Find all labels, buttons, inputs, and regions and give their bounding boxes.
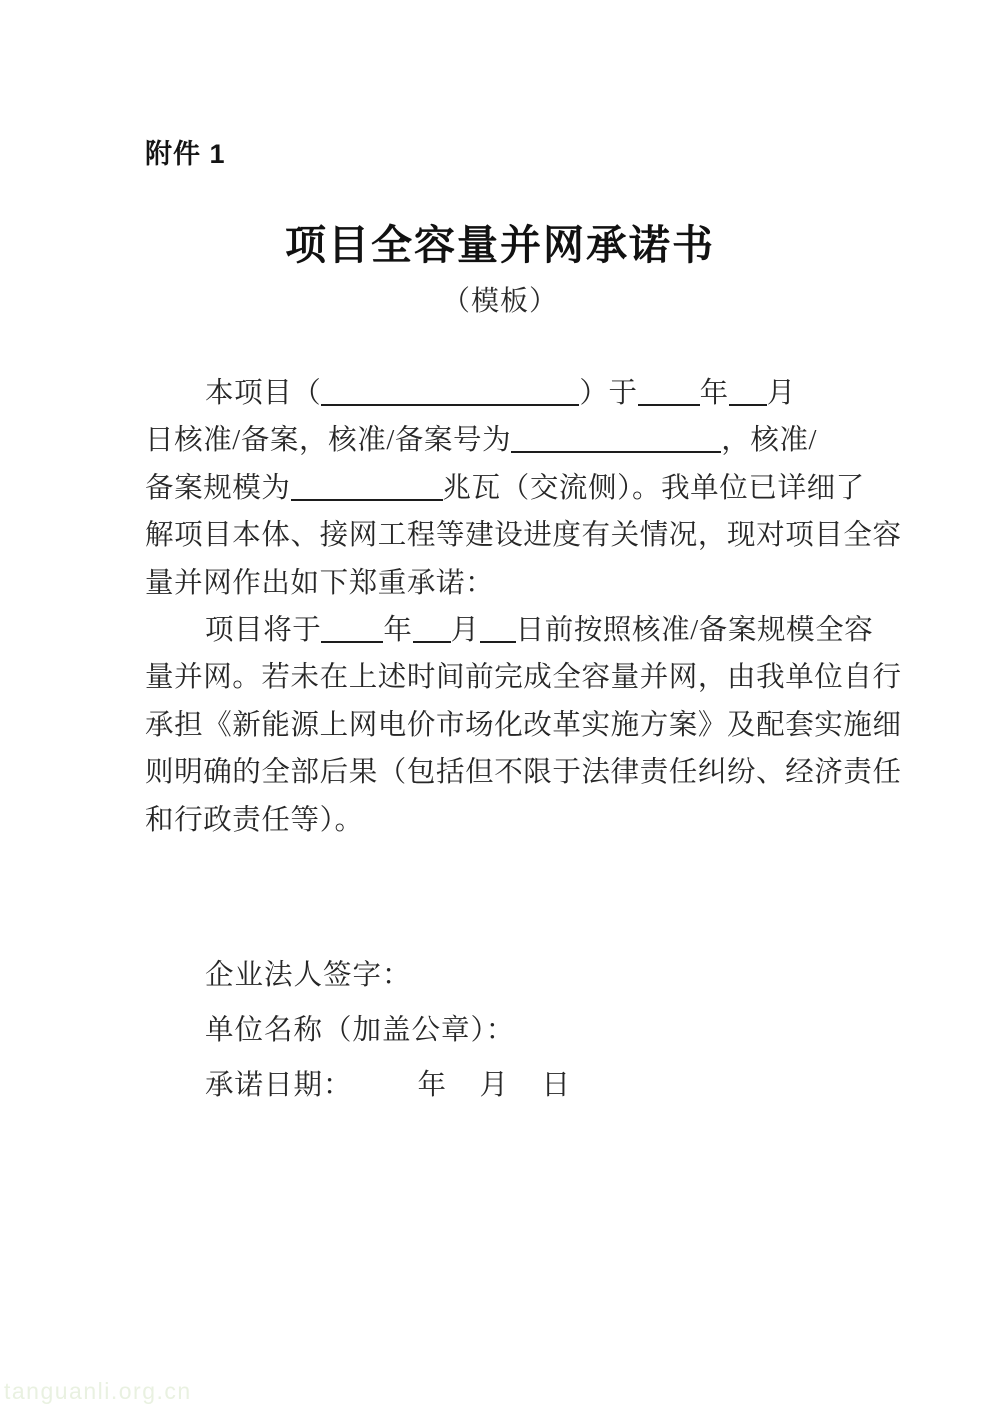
text-run: 承担《新能源上网电价市场化改革实施方案》及配套实施细 — [145, 709, 902, 741]
page-subtitle: （模板） — [441, 286, 558, 317]
text-run: 量并网。若未在上述时间前完成全容量并网，由我单位自行 — [145, 662, 902, 694]
text-run: ）于 — [579, 378, 638, 409]
text-run: 月 — [450, 614, 480, 646]
body-text — [145, 370, 902, 844]
body-line — [145, 702, 902, 749]
legal-person-signature-line: 企业法人签字： — [205, 960, 412, 991]
site-watermark: tanguanli.org.cn — [4, 1378, 192, 1404]
body-line — [145, 654, 902, 701]
text-run: 日前按照核准/备案规模全容 — [515, 614, 874, 646]
fill-in-blank[interactable] — [291, 475, 443, 501]
company-name-line: 单位名称（加盖公章）： — [205, 1015, 516, 1046]
fill-in-blank[interactable] — [321, 617, 383, 643]
text-run: 兆瓦（交流侧）。我单位已详细了 — [442, 472, 865, 504]
text-run: 本项目（ — [205, 378, 322, 409]
fill-in-blank[interactable] — [638, 380, 700, 406]
page-title: 项目全容量并网承诺书 — [285, 222, 715, 268]
body-line — [145, 797, 867, 844]
commitment-date-line: 承诺日期： 年 月 日 — [205, 1070, 572, 1101]
body-line — [145, 512, 902, 559]
text-run: 量并网作出如下郑重承诺： — [145, 567, 495, 599]
text-run: 月 — [766, 378, 796, 409]
signature-block — [205, 948, 571, 1113]
text-run: 解项目本体、接网工程等建设进度有关情况，现对项目全容 — [145, 520, 902, 552]
fill-in-blank[interactable] — [413, 617, 451, 643]
text-run: 日核准/备案，核准/备案号为 — [145, 425, 512, 457]
text-run: 年 — [383, 614, 413, 646]
body-line — [145, 560, 867, 607]
text-run: ，核准/ — [721, 425, 818, 457]
fill-in-blank[interactable] — [511, 427, 721, 453]
body-line — [145, 749, 902, 796]
text-run: 和行政责任等）。 — [145, 804, 364, 836]
text-run: 年 — [699, 378, 729, 409]
text-run: 则明确的全部后果（包括但不限于法律责任纠纷、经济责任 — [145, 757, 902, 789]
text-run: 项目将于 — [205, 614, 322, 646]
body-line — [145, 417, 867, 464]
body-line — [145, 370, 867, 417]
fill-in-blank[interactable] — [480, 617, 516, 643]
text-run: 备案规模为 — [145, 472, 291, 504]
fill-in-blank[interactable] — [321, 380, 579, 406]
body-line — [145, 465, 867, 512]
body-line — [145, 607, 874, 654]
fill-in-blank[interactable] — [729, 380, 767, 406]
attachment-label: 附件 1 — [145, 139, 226, 169]
